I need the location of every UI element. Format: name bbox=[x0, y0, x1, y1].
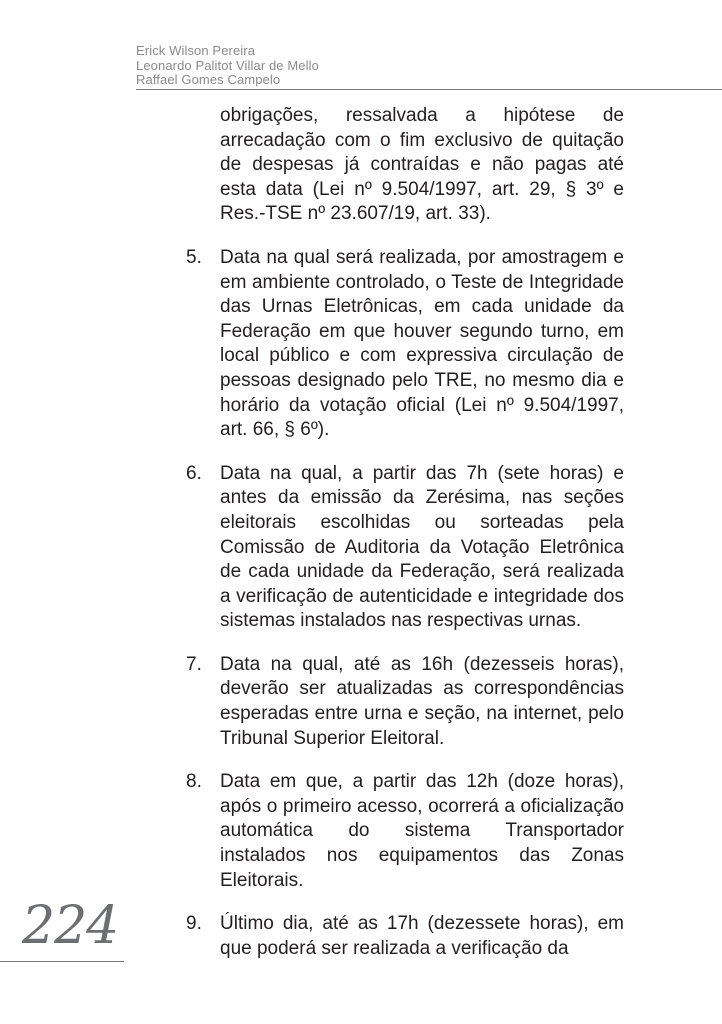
page-number: 224 bbox=[22, 896, 119, 956]
author-name: Leonardo Palitot Villar de Mello bbox=[136, 57, 319, 73]
item-number: 7. bbox=[186, 653, 202, 675]
item-text: Data na qual será realizada, por amostragem e em ambiente controlado, o Teste de Integridade das Urnas Eletrônicas, em cada unidade da Federação em que houver segundo turno, em local público e com expressiva circulação de pessoas designado pelo TRE, no mesmo dia e horário da votação oficial (Lei nº 9.504/1997, art. 66, § 6º). bbox=[220, 246, 624, 441]
item-number: 5. bbox=[186, 246, 202, 268]
running-header bbox=[136, 44, 319, 88]
item-number: 6. bbox=[186, 462, 202, 484]
list-item bbox=[180, 653, 624, 751]
list-item bbox=[180, 462, 624, 634]
header-rule bbox=[136, 89, 722, 90]
list-item bbox=[180, 246, 624, 443]
item-text: Data na qual, a partir das 7h (sete horas) e antes da emissão da Zerésima, nas seções eleitorais escolhidas ou sorteadas pela Comissão de Auditoria da Votação Eletrônica de cada unidade da Federação, será realizada a verificação de autenticidade e integridade dos sistemas instalados nas respectivas urnas. bbox=[220, 462, 624, 632]
item-text: Data na qual, até as 16h (dezesseis horas), deverão ser atualizadas as correspondências esperadas entre urna e seção, na internet, pelo Tribunal Superior Eleitoral. bbox=[220, 653, 624, 749]
numbered-list bbox=[180, 246, 624, 961]
item-text: Data em que, a partir das 12h (doze horas), após o primeiro acesso, ocorrerá a oficialização automática do sistema Transportador instalados nos equipamentos das Zonas Eleitorais. bbox=[220, 771, 624, 891]
main-content bbox=[180, 104, 624, 961]
item-text: Último dia, até as 17h (dezessete horas), em que poderá ser realizada a verificação da bbox=[220, 913, 624, 959]
author-name: Erick Wilson Pereira bbox=[136, 43, 256, 58]
footer-rule bbox=[0, 961, 124, 962]
continuation-paragraph: obrigações, ressalvada a hipótese de arrecadação com o fim exclusivo de quitação de despesas já contraídas e não pagas até esta data (Lei nº 9.504/1997, art. 29, § 3º e Res.-TSE nº 23.607/19, art. 33). bbox=[220, 105, 624, 225]
author-name: Raffael Gomes Campelo bbox=[136, 72, 281, 87]
list-item bbox=[180, 770, 624, 893]
item-number: 9. bbox=[186, 913, 202, 935]
list-item bbox=[180, 912, 624, 961]
item-number: 8. bbox=[186, 771, 202, 793]
